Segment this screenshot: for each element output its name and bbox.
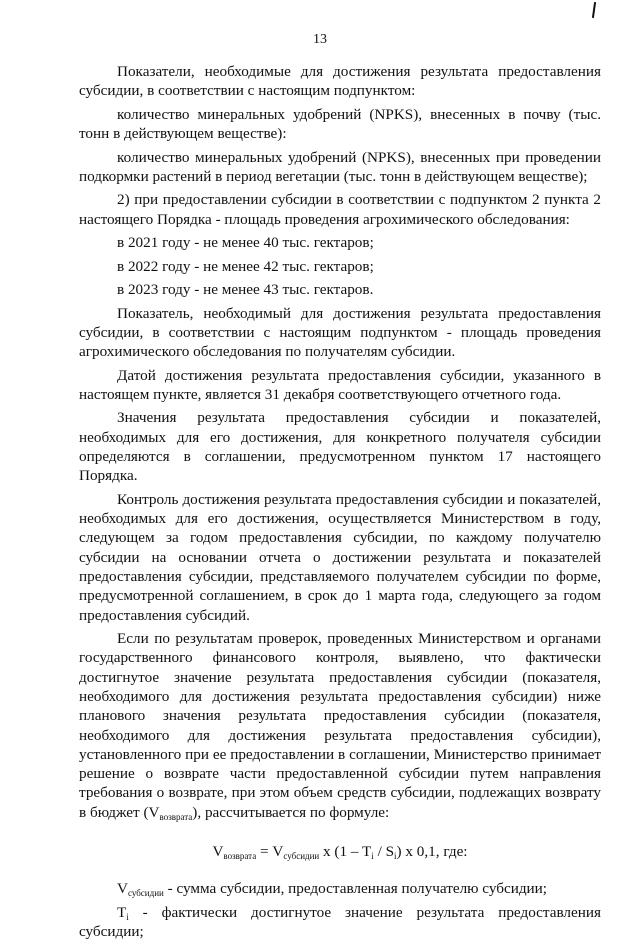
subscript: i: [371, 851, 374, 862]
paragraph: 2) при предоставлении субсидии в соответствии с подпунктом 2 пункта 2 настоящего Порядка - площадь проведения агрохимического обследования:: [79, 191, 601, 228]
definition: [79, 903, 601, 942]
subscript: i: [394, 851, 397, 862]
paragraph: Контроль достижения результата предоставления субсидии и показателей, необходимых для его достижения, осуществляется Министерством в году, следующем за годом предоставления субсидии, по каждому получателю субсидии на основании отчета о достижении результата и показателей предоставления субсидии, представляемого получателем субсидии по форме, предусмотренной соглашением, в срок до 1 марта года, следующего за годом предоставления субсидий.: [79, 490, 601, 624]
definition: [79, 879, 601, 898]
paragraph: Показатель, необходимый для достижения результата предоставления субсидии, в соответствии с настоящим подпунктом - площадь проведения агрохимического обследования по получателям субсидии.: [79, 304, 601, 361]
list-item: в 2022 году - не менее 42 тыс. гектаров;: [117, 257, 374, 275]
subscript: субсидии: [283, 851, 320, 862]
return-paragraph: [79, 629, 601, 822]
paragraph: Показатели, необходимые для достижения результата предоставления субсидии, в соответствии с настоящим подпунктом:: [79, 63, 601, 100]
subscript: возврата: [223, 851, 257, 862]
page-body: [79, 62, 601, 946]
formula: [79, 842, 601, 861]
definition-symbol: V: [117, 880, 128, 898]
paragraph: Датой достижения результата предоставления субсидии, указанного в настоящем пункте, является 31 декабря соответствующего отчетного года.: [79, 366, 601, 403]
formula-symbol: = V: [256, 843, 284, 861]
paragraph: количество минеральных удобрений (NPKS), внесенных в почву (тыс. тонн в действующем веществе):: [79, 105, 601, 143]
paragraph: количество минеральных удобрений (NPKS), внесенных при проведении подкормки растений в период вегетации (тыс. тонн в действующем веществе);: [79, 148, 601, 185]
page-number: 13: [313, 32, 327, 47]
definition-text: - фактически достигнутое значение результата предоставления субсидии;: [79, 903, 601, 941]
definition-symbol: T: [117, 903, 127, 921]
formula-symbol: / S: [373, 843, 395, 861]
list-item: в 2021 году - не менее 40 тыс. гектаров;: [117, 234, 374, 252]
margin-mark: [592, 2, 596, 18]
formula-symbol: x (1 – T: [319, 843, 372, 861]
return-text: Если по результатам проверок, проведенных Министерством и органами государственного финансового контроля, выявлено, что фактически достигнутое значение результата предоставления субсидии (показателя, необходимого для достижения результата предоставления субсидии) ниже планового значения результата предоставления субсидии (показателя, необходимого для достижения результата предоставления субсидии), установленного при ее предоставлении в соглашении, Министерство принимает решение о возврате части предоставленной субсидии путем направления требования о возврате, при этом объем средств субсидии, подлежащих возврату в бюджет (V: [79, 630, 601, 821]
paragraph: Значения результата предоставления субсидии и показателей, необходимых для его достижения, для конкретного получателя субсидии определяются в соглашении, предусмотренном пунктом 17 настоящего Порядка.: [79, 409, 601, 485]
formula-symbol: V: [212, 843, 224, 861]
subscript: возврата: [159, 811, 193, 822]
subscript: i: [126, 911, 129, 922]
list-item: в 2023 году - не менее 43 тыс. гектаров.: [117, 281, 374, 299]
definition-text: - сумма субсидии, предоставленная получателю субсидии;: [163, 880, 548, 898]
subscript: субсидии: [127, 888, 164, 899]
return-tail: ), рассчитывается по формуле:: [192, 803, 390, 821]
formula-symbol: ) x 0,1, где:: [396, 843, 468, 861]
